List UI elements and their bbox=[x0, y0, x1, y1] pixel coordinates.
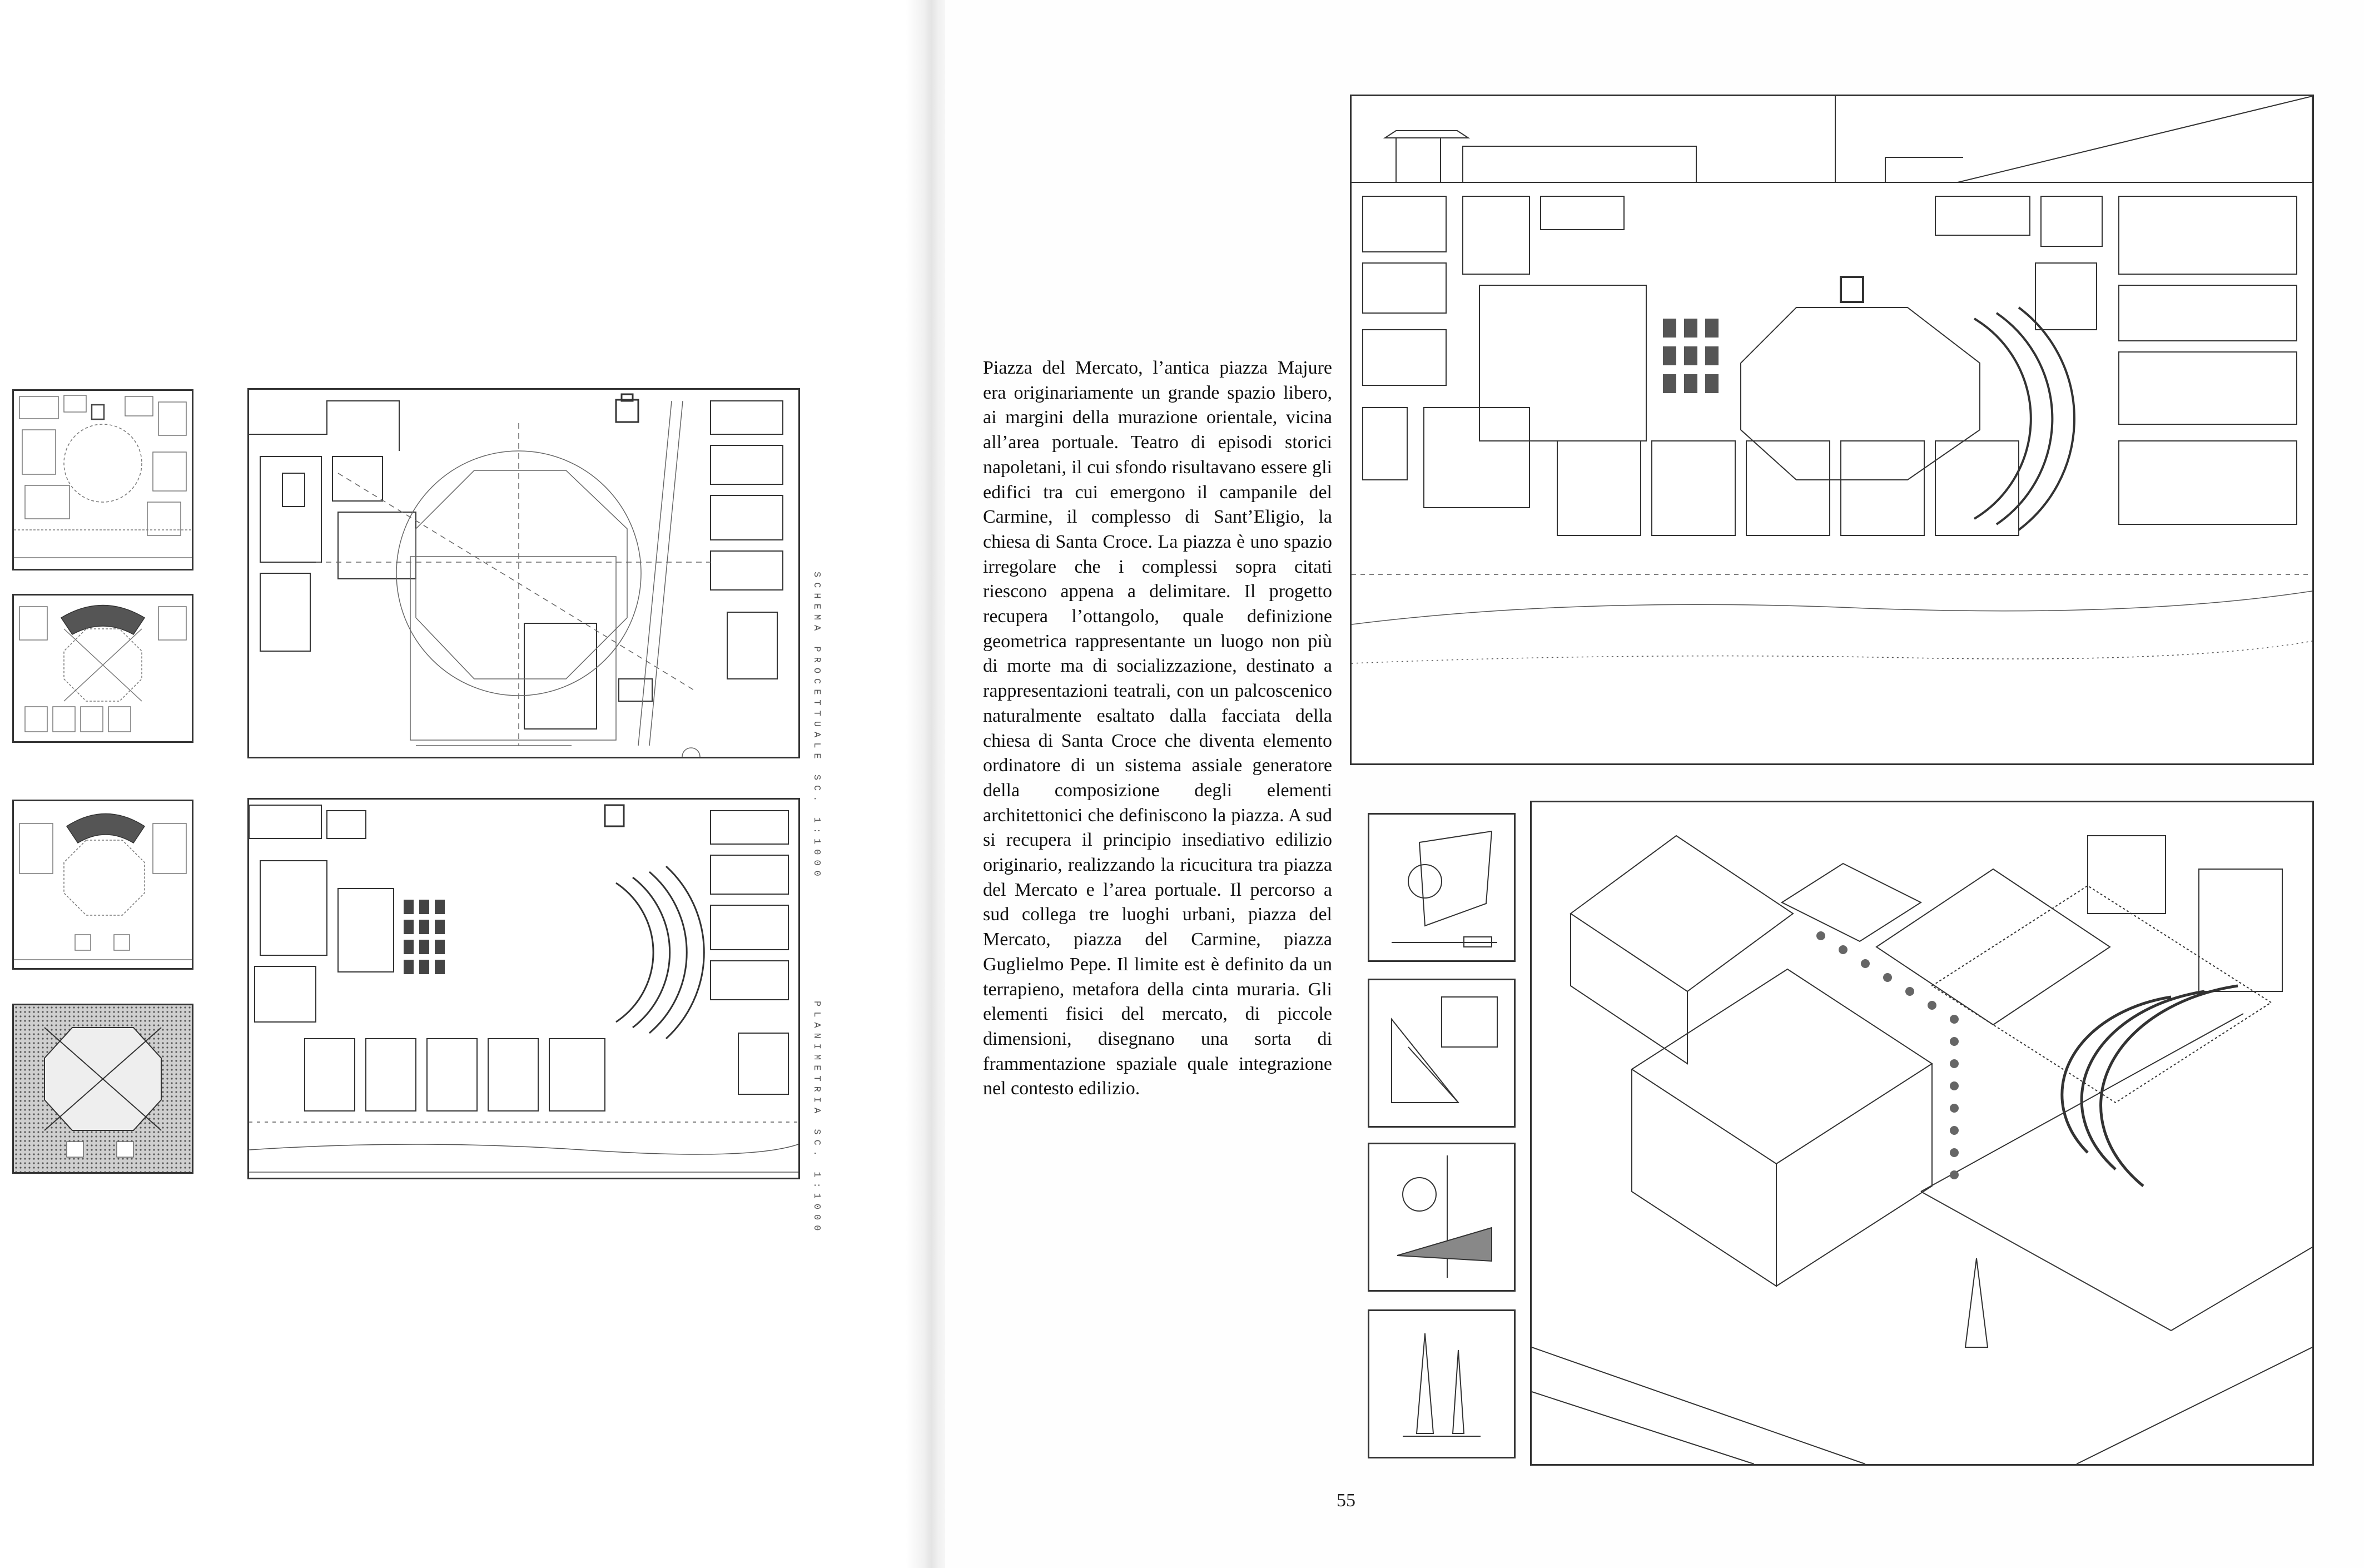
concept-scheme-plan bbox=[247, 388, 800, 758]
detail-kiosk bbox=[1368, 813, 1516, 962]
plan-scale-label: PLANIMETRIA SC. 1:1000 bbox=[811, 1001, 822, 1236]
thumbnail-site-plan bbox=[12, 389, 193, 570]
detail-obelisk bbox=[1368, 1309, 1516, 1458]
detail-stair bbox=[1368, 979, 1516, 1128]
body-paragraph: Piazza del Mercato, l’antica piazza Majure era originariamente un grande spazio libero, ai margini della murazione orientale, vicina all’area portuale. Teatro di episodi storici napoletani, il cui sfondo risultavano essere gli edifici tra cui emergono il campanile del Carmine, il complesso di Sant’Eligio, la chiesa di Santa Croce. La piazza è uno spazio irregolare che i complessi sopra citati riescono appena a delimitare. Il progetto recupera l’ottangolo, quale definizione geometrica rappresentante un luogo non più di morte ma di socializzazione, destinato a rappresentazioni teatrali, con un palcoscenico naturalmente esaltato dalla facciata della chiesa di Santa Croce che diventa elemento ordinatore di un sistema assiale generatore della composizione degli elementi architettonici che definiscono la piazza. A sud si recupera il principio insediativo edilizio originario, realizzando la ricucitura tra piazza del Mercato e l’area portuale. Il percorso a sud collega tre luoghi urbani, piazza del Mercato, piazza del Carmine, piazza Guglielmo Pepe. Il limite est è definito da un terrapieno, metafora della cinta muraria. Gli elementi fisici del mercato, di piccole dimensioni, disegnano una sorta di frammentazione spaziale quale integrazione nel contesto edilizio. bbox=[983, 358, 1332, 1099]
thumbnail-theatre-scheme bbox=[12, 594, 193, 743]
detail-ramp bbox=[1368, 1143, 1516, 1292]
elevation-and-plan bbox=[1350, 95, 2314, 765]
thumbnail-paving-plan bbox=[12, 1004, 193, 1174]
project-site-plan bbox=[247, 798, 800, 1179]
left-page bbox=[0, 0, 916, 1568]
scheme-scale-label: SCHEMA PROCETTUALE SC. 1:1000 bbox=[811, 572, 822, 881]
thumbnail-theatre-plan bbox=[12, 800, 193, 970]
axonometric-view bbox=[1530, 801, 2314, 1466]
page-number: 55 bbox=[1337, 1490, 1355, 1511]
